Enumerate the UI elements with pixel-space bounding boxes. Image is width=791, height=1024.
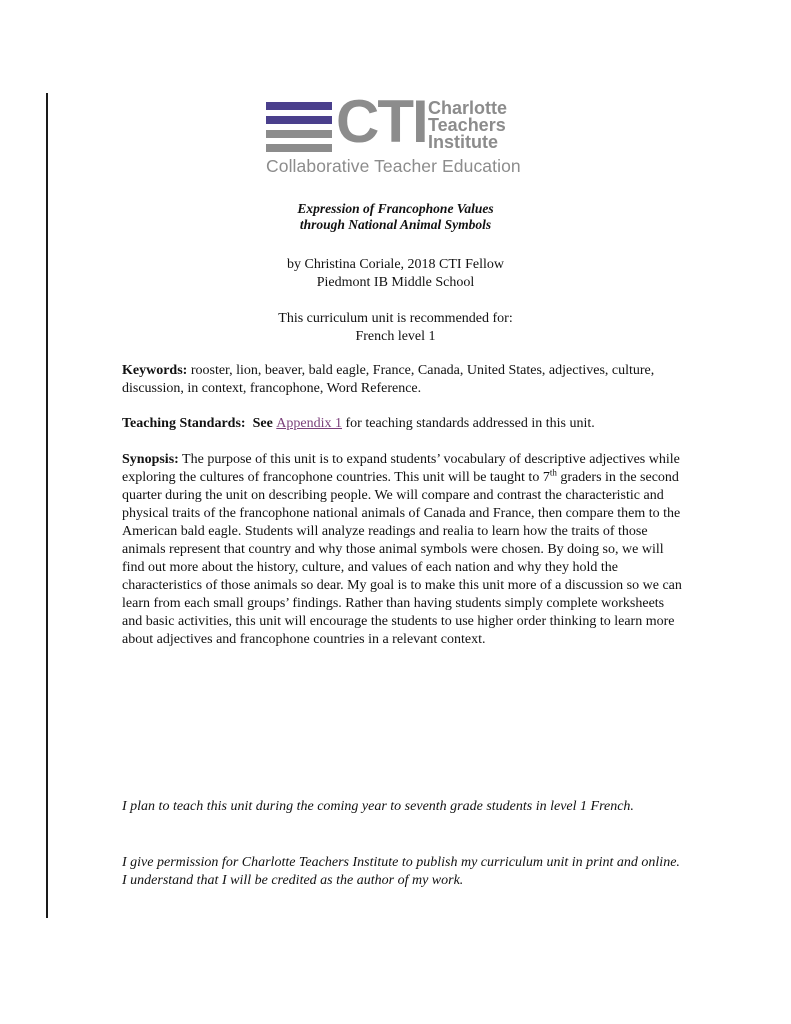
teaching-standards-see: See [245,416,277,431]
author-block [0,256,791,292]
ordinal-suffix: th [549,467,557,478]
keywords-paragraph [122,362,682,398]
unit-title-line1: Expression of Francophone Values [297,201,494,216]
synopsis-paragraph [122,451,682,649]
author-school: Piedmont IB Middle School [316,275,475,290]
keywords-label: Keywords: [122,363,188,378]
logo-bar [266,144,332,152]
recommendation-block [0,310,791,346]
appendix-1-link[interactable]: Appendix 1 [276,416,343,431]
permission-statement: I give permission for Charlotte Teachers Institute to publish my curriculum unit in print and online. I understand that I will be credited as the author of my work. [122,855,680,888]
logo-bar [266,130,332,138]
logo-bar [266,116,332,124]
recommendation-level: French level 1 [355,329,436,344]
plan-statement: I plan to teach this unit during the coming year to seventh grade students in level 1 French. [122,799,634,814]
logo-name-line: Charlotte [428,98,508,118]
teaching-standards-text: for teaching standards addressed in this unit. [342,416,595,431]
logo-name [428,100,538,151]
logo-bar [266,102,332,110]
teaching-standards-paragraph [122,415,682,433]
author-name: by Christina Coriale, 2018 CTI Fellow [287,257,504,272]
keywords-text: rooster, lion, beaver, bald eagle, France, Canada, United States, adjectives, culture, discussion, in context, francophone, Word Reference. [122,363,655,396]
synopsis-label: Synopsis: [122,452,179,467]
logo-name-line: Teachers [428,115,506,135]
unit-title-line2: through National Animal Symbols [299,217,492,232]
recommendation-intro: This curriculum unit is recommended for: [278,311,513,326]
synopsis-text-part2: graders in the second quarter during the unit on describing people. We will compare and contrast the characteristic and physical traits of the francophone national animals of Canada and France, then compare them to the American bald eagle. Students will analyze readings and realia to learn how the traits of those animals represent that country and why those animal symbols were chosen. By doing so, we will find out more about the history, culture, and values of each nation and why they hold the characteristics of those animals so dear. My goal is to make this unit more of a discussion so we can learn from each small groups’ findings. Rather than having students simply complete worksheets and basic activities, this unit will encourage the students to use higher order thinking to learn more about adjectives and francophone countries in a relevant context. [122,470,682,647]
synopsis-text-part1: The purpose of this unit is to expand students’ vocabulary of descriptive adjectives while exploring the cultures of francophone countries. This unit will be taught to 7 [122,452,680,485]
cti-logo [266,88,536,180]
logo-tagline: Collaborative Teacher Education [266,156,521,176]
logo-name-line: Institute [428,132,498,152]
logo-abbr: CTI [336,88,427,155]
teaching-standards-label: Teaching Standards: [122,416,246,431]
unit-title [0,201,791,233]
